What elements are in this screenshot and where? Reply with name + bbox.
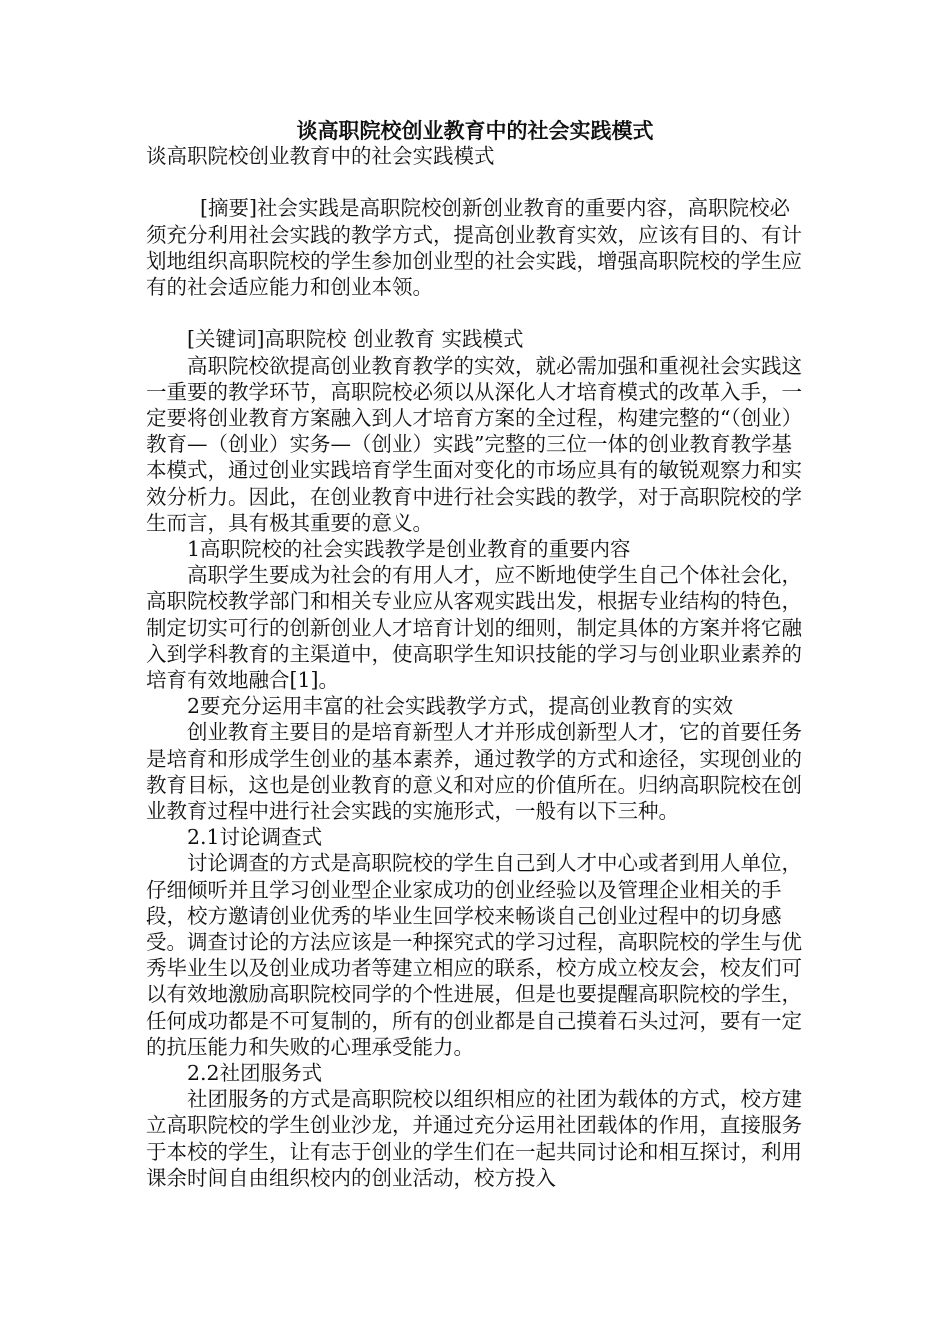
section-1-paragraph: 高职学生要成为社会的有用人才，应不断地使学生自己个体社会化，高职院校教学部门和相关专业应从客观实践出发，根据专业结构的特色，制定切实可行的创新创业人才培育计划的细则，制定具体的方案并将它融入到学科教育的主渠道中，使高职学生知识技能的学习与创业职业素养的培育有效地融合[1]。 <box>146 563 802 693</box>
blank-line <box>146 169 808 195</box>
keywords-line: [关键词]高职院校 创业教育 实践模式 <box>187 327 524 352</box>
document-subtitle: 谈高职院校创业教育中的社会实践模式 <box>146 144 495 168</box>
document-title: 谈高职院校创业教育中的社会实践模式 <box>296 119 654 143</box>
document-body <box>146 143 808 1191</box>
subsection-heading-2-1: 2.1讨论调查式 <box>187 825 323 850</box>
intro-paragraph: 高职院校欲提高创业教育教学的实效，就必需加强和重视社会实践这一重要的教学环节，高职院校必须以从深化人才培育模式的改革入手，一定要将创业教育方案融入到人才培育方案的全过程，构建完整的“（创业）教育—（创业）实务—（创业）实践”完整的三位一体的创业教育教学基本模式，通过创业实践培育学生面对变化的市场应具有的敏锐观察力和实效分析力。因此，在创业教育中进行社会实践的教学，对于高职院校的学生而言，具有极其重要的意义。 <box>146 353 803 535</box>
abstract-paragraph: [摘要]社会实践是高职院校创新创业教育的重要内容，高职院校必须充分利用社会实践的教学方式，提高创业教育实效，应该有目的、有计划地组织高职院校的学生参加创业型的社会实践，增强高职院校的学生应有的社会适应能力和创业本领。 <box>146 196 802 299</box>
section-heading-1: 1高职院校的社会实践教学是创业教育的重要内容 <box>187 537 631 562</box>
section-2-paragraph: 创业教育主要目的是培育新型人才并形成创新型人才，它的首要任务是培育和形成学生创业的基本素养，通过教学的方式和途径，实现创业的教育目标，这也是创业教育的意义和对应的价值所在。归纳高职院校在创业教育过程中进行社会实践的实施形式，一般有以下三种。 <box>146 720 802 824</box>
section-heading-2: 2要充分运用丰富的社会实践教学方式，提高创业教育的实效 <box>187 694 734 719</box>
subsection-2-1-paragraph: 讨论调查的方式是高职院校的学生自己到人才中心或者到用人单位，仔细倾听并且学习创业型企业家成功的创业经验以及管理企业相关的手段，校方邀请创业优秀的毕业生回学校来畅谈自己创业过程中的切身感受。调查讨论的方法应该是一种探究式的学习过程，高职院校的学生与优秀毕业生以及创业成功者等建立相应的联系，校方成立校友会，校友们可以有效地激励高职院校同学的个性进展，但是也要提醒高职院校的学生，任何成功都是不可复制的，所有的创业都是自己摸着石头过河，要有一定的抗压能力和失败的心理承受能力。 <box>146 851 802 1059</box>
subsection-heading-2-2: 2.2社团服务式 <box>187 1061 323 1086</box>
subsection-2-2-paragraph: 社团服务的方式是高职院校以组织相应的社团为载体的方式，校方建立高职院校的学生创业沙龙，并通过充分运用社团载体的作用，直接服务于本校的学生，让有志于创业的学生们在一起共同讨论和相互探讨，利用课余时间自由组织校内的创业活动，校方投入 <box>146 1087 802 1190</box>
blank-line <box>146 300 808 326</box>
